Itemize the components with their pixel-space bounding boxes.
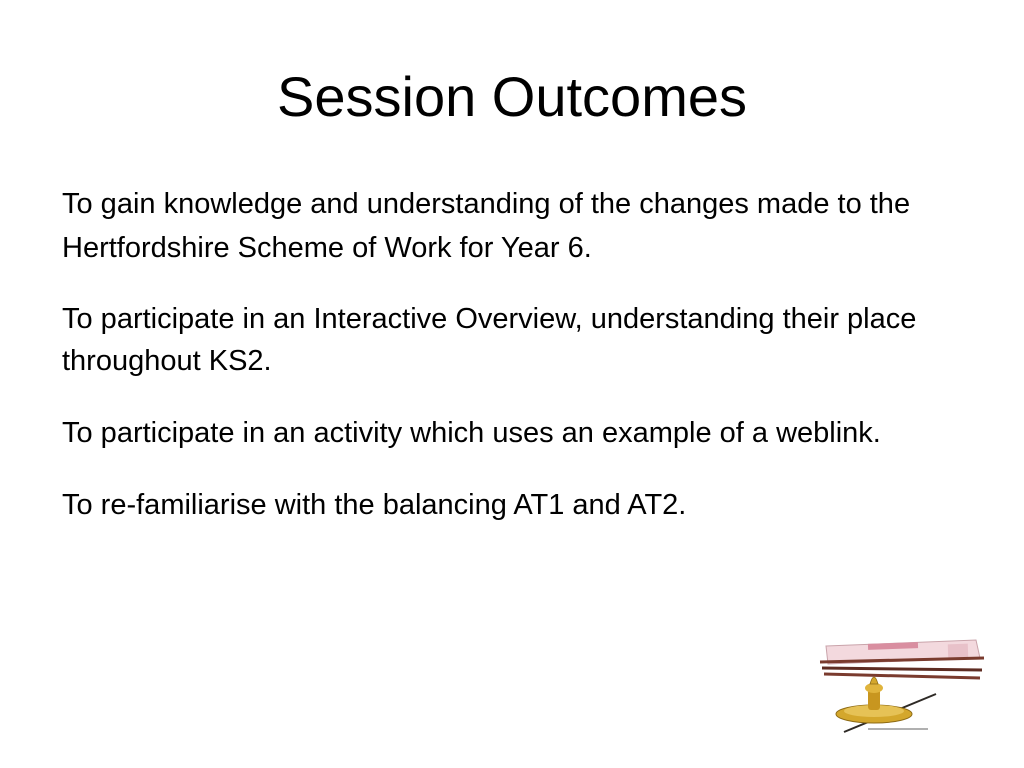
outcome-item: To re-familiarise with the balancing AT1 and AT2.	[62, 489, 687, 521]
outcome-item: To participate in an activity which uses an example of a weblink.	[62, 417, 881, 449]
incense-holder-icon	[808, 628, 988, 740]
slide-title: Session Outcomes	[277, 65, 747, 128]
outcomes-list	[62, 182, 942, 557]
outcome-item: To gain knowledge and understanding of the changes made to the Hertfordshire Scheme of Work for Year 6.	[62, 188, 911, 264]
outcome-item: To participate in an Interactive Overview, understanding their place throughout KS2.	[62, 303, 917, 377]
